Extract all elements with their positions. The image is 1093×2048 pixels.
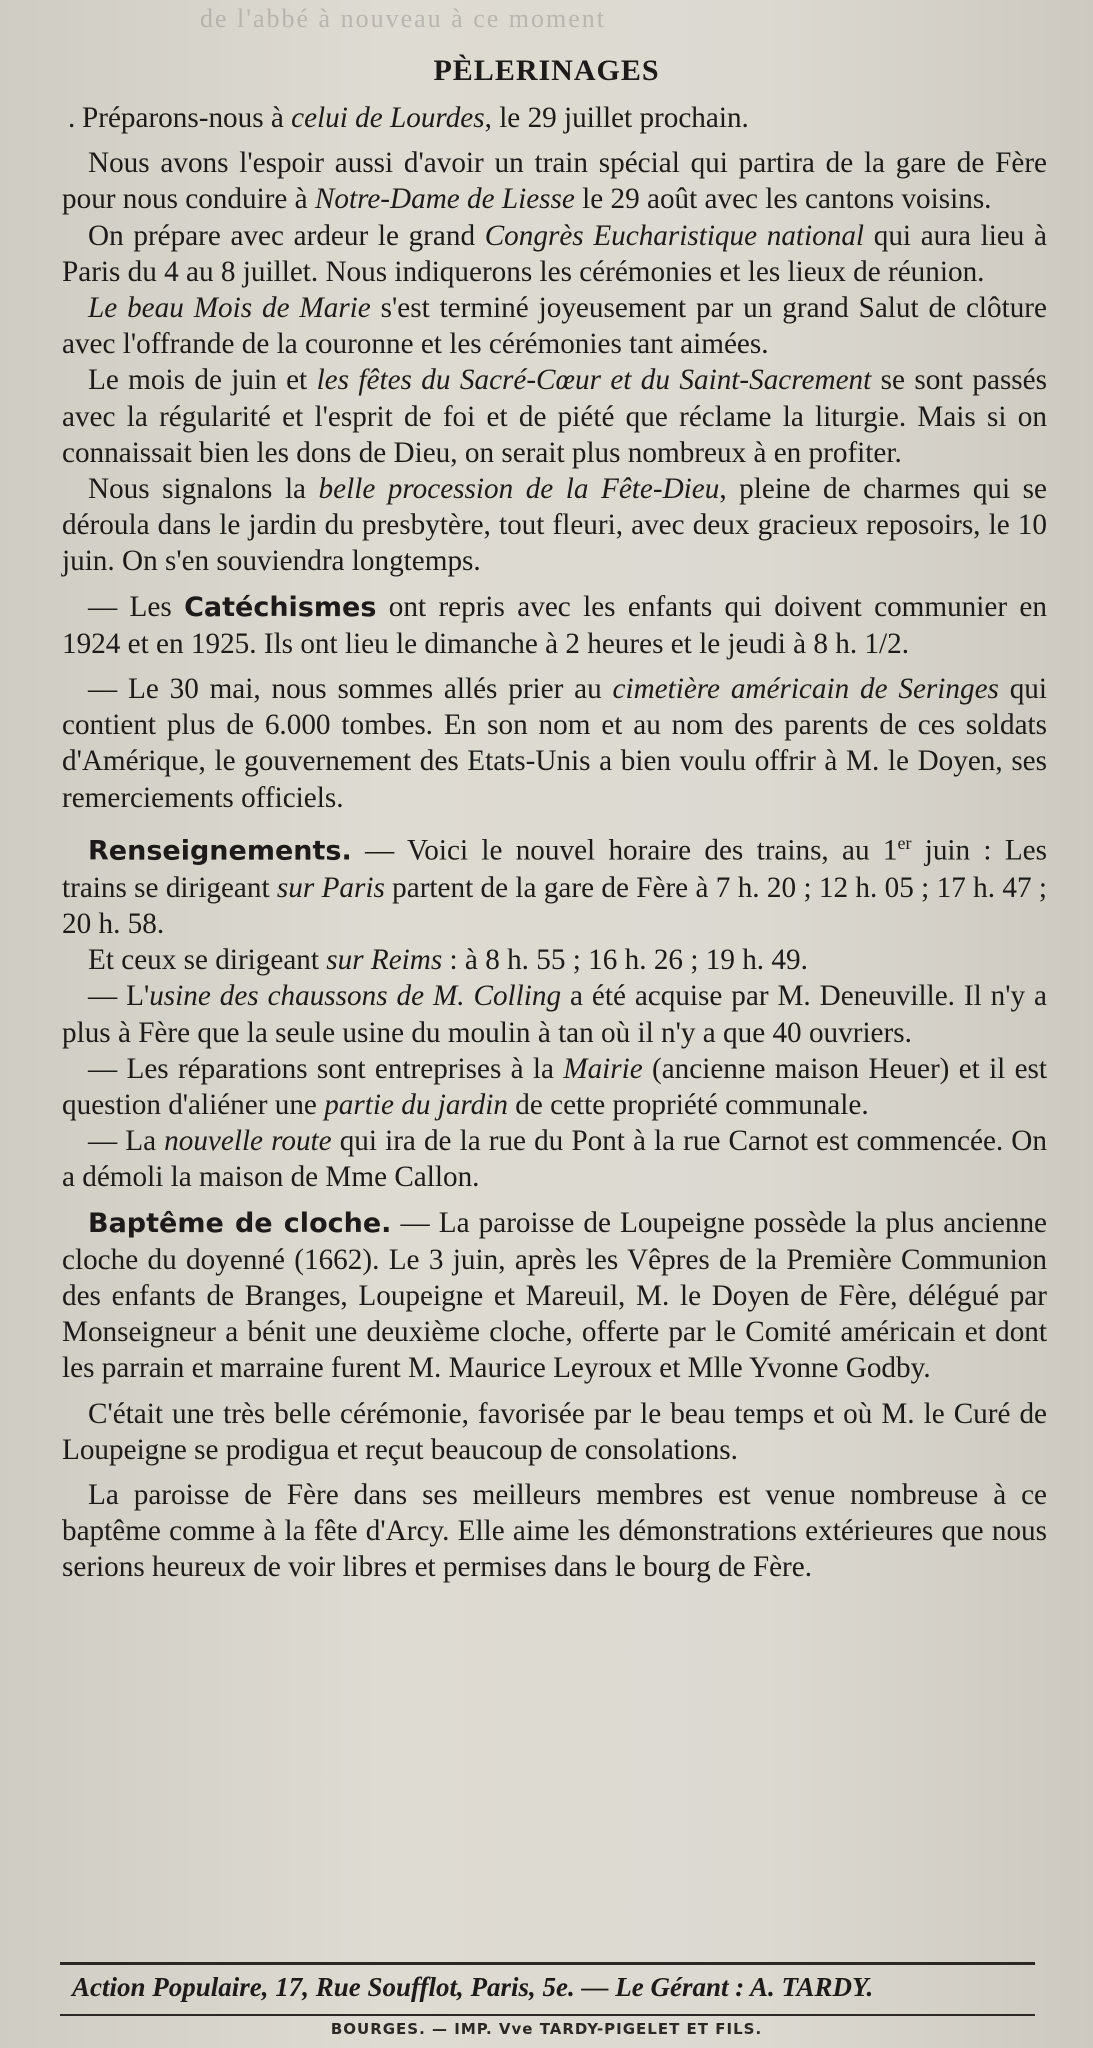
paragraph-ceremonie: C'était une très belle cérémonie, favorisée par le beau temps et où M. le Curé de Loupeigne se prodigua et reçut beaucoup de consolations. bbox=[62, 1397, 1047, 1466]
text-run-bold: Renseignements. bbox=[88, 835, 352, 867]
text-run: qui ira de la rue du Pont à la rue Carnot est commencée. On a démoli la maison de Mme Callon. bbox=[62, 1125, 1047, 1194]
paragraph-lourdes: . Préparons-nous à celui de Lourdes, le 29 juillet prochain. bbox=[68, 102, 749, 134]
text-run: Nous signalons la bbox=[88, 473, 319, 506]
section-title: PÈLERINAGES bbox=[433, 54, 660, 87]
paragraph-reims bbox=[62, 942, 1047, 978]
text-run: — Voici le nouvel horaire des trains, au bbox=[351, 834, 883, 867]
publisher-footer: Action Populaire, 17, Rue Soufflot, Paris, 5e. — Le Gérant : A. TARDY. bbox=[72, 1972, 874, 2002]
printer-imprint: BOURGES. — IMP. Vve TARDY-PIGELET ET FILS. bbox=[330, 2020, 763, 2038]
text-run: — La bbox=[88, 1125, 165, 1158]
text-run-italic: usine des chaussons de M. Colling bbox=[149, 980, 562, 1013]
paragraph-mairie bbox=[62, 1051, 1047, 1123]
paragraph-usine bbox=[62, 978, 1047, 1050]
superscript: er bbox=[897, 832, 912, 853]
text-run: a été acquise par M. Deneuville. Il n'y a plus à Fère que la seule usine du moulin à tan où il n'y a que 40 ouvriers. bbox=[62, 980, 1047, 1049]
text-run: ont repris avec les enfants qui doivent communier en 1924 et en 1925. Ils ont lieu le dimanche à 2 heures et le jeudi à 8 h. 1/2. bbox=[62, 590, 1047, 660]
paragraph-juin bbox=[62, 362, 1047, 471]
paragraph-renseignements bbox=[62, 825, 1047, 942]
text-run: — Le 30 mai, nous sommes allés prier au bbox=[88, 673, 613, 706]
text-run: Préparons-nous à bbox=[82, 102, 292, 134]
text-run-italic: Notre-Dame de Liesse bbox=[314, 183, 575, 216]
text-run: — Les réparations sont entreprises à la bbox=[88, 1052, 564, 1085]
footer-rule-top bbox=[60, 1962, 1035, 1965]
text-run: : à 8 h. 55 ; 16 h. 26 ; 19 h. 49. bbox=[442, 944, 808, 977]
text-run-italic: nouvelle route bbox=[164, 1125, 332, 1158]
paragraph-procession bbox=[62, 471, 1047, 580]
paragraph-catechismes bbox=[62, 589, 1047, 662]
text-run: On prépare avec ardeur le grand bbox=[88, 219, 485, 252]
text-run-italic: les fêtes du Sacré-Cœur et du Saint-Sacrement bbox=[316, 364, 872, 397]
faint-bleedthrough-text: de l'abbé à nouveau à ce moment bbox=[200, 4, 606, 33]
text-run: qui aura lieu à Paris du 4 au 8 juillet. Nous indiquerons les cérémonies et les lieux de réunion. bbox=[62, 219, 1047, 288]
text-run-italic: Le beau Mois de Marie bbox=[88, 292, 371, 325]
text-run: , pleine de charmes qui se déroula dans le jardin du presbytère, tout fleuri, avec deux gracieux reposoirs, le 10 juin. On s'en souviendra longtemps. bbox=[62, 473, 1047, 578]
text-run-italic: sur Reims bbox=[326, 944, 443, 977]
text-run: partent de la gare de Fère à 7 h. 20 ; 12 h. 05 ; 17 h. 47 ; 20 h. 58. bbox=[62, 871, 1047, 940]
text-run-italic: cimetière américain de Seringes bbox=[612, 673, 999, 706]
text-run: — L' bbox=[88, 980, 150, 1013]
text-run: se sont passés avec la régularité et l'esprit de foi et de piété que réclame la liturgie. Mais si on connaissait bien les dons de Dieu, on serait plus nombreux à en profiter. bbox=[62, 364, 1047, 469]
text-run-italic: sur Paris bbox=[276, 871, 385, 904]
text-run: Et ceux se dirigeant bbox=[88, 944, 327, 977]
text-run-bold: Catéchismes bbox=[184, 591, 377, 623]
paragraph-route bbox=[62, 1123, 1047, 1195]
text-run-italic: celui de Lourdes bbox=[291, 102, 485, 134]
text-run: — Les bbox=[88, 590, 185, 623]
text-run: Le mois de juin et bbox=[88, 364, 317, 397]
paragraph-mois-marie bbox=[62, 290, 1047, 362]
text-run: — La paroisse de Loupeigne possède la plus ancienne cloche du doyenné (1662). Le 3 juin, après les Vêpres de la Première Communion des enfants de Branges, Loupeigne et Mareuil, M. le Doyen de Fère, délégué par Monseigneur a bénit une deuxième cloche, offerte par le Comité américain et dont les parrain et marraine furent M. Maurice Leyroux et Mlle Yvonne Godby. bbox=[62, 1206, 1047, 1385]
text-run-italic: Congrès Eucharistique national bbox=[484, 219, 865, 252]
text-run: qui contient plus de 6.000 tombes. En son nom et au nom des parents de ces soldats d'Amérique, le gouvernement des Etats-Unis a bien voulu offrir à M. le Doyen, ses remerciements officiels. bbox=[62, 673, 1048, 814]
text-run-italic: partie du jardin bbox=[324, 1089, 508, 1122]
footer-rule-bottom bbox=[60, 2014, 1035, 2016]
article-body bbox=[62, 100, 1047, 1595]
text-run: de cette propriété communale. bbox=[507, 1089, 869, 1122]
paragraph-congres bbox=[62, 218, 1047, 290]
text-run-bold: Baptême de cloche. bbox=[88, 1207, 392, 1239]
text-run: , le 29 juillet prochain. bbox=[484, 102, 749, 134]
text-run: (ancienne maison Heuer) et il est question d'aliéner une bbox=[62, 1052, 1048, 1122]
text-run: Nous avons l'espoir aussi d'avoir un train spécial qui partira de la gare de Fère pour nous conduire à bbox=[62, 147, 1047, 216]
paragraph-liesse bbox=[62, 145, 1047, 217]
text-run-italic: Mairie bbox=[563, 1052, 643, 1085]
paragraph-paroisse-fere: La paroisse de Fère dans ses meilleurs membres est venue nombreuse à ce baptême comme à la fête d'Arcy. Elle aime les démonstrations extérieures que nous serions heureux de voir libres et permises dans le bourg de Fère. bbox=[62, 1479, 1047, 1584]
paragraph-cimetiere bbox=[62, 671, 1047, 816]
text-run: juin : Les trains se dirigeant bbox=[62, 834, 1047, 904]
text-run: 1 bbox=[882, 834, 898, 867]
text-run-italic: belle procession de la Fête-Dieu bbox=[318, 473, 720, 506]
paragraph-bapteme bbox=[62, 1205, 1047, 1387]
text-run: s'est terminé joyeusement par un grand Salut de clôture avec l'offrande de la couronne et les cérémonies tant aimées. bbox=[62, 292, 1047, 361]
text-run: le 29 août avec les cantons voisins. bbox=[574, 183, 992, 216]
